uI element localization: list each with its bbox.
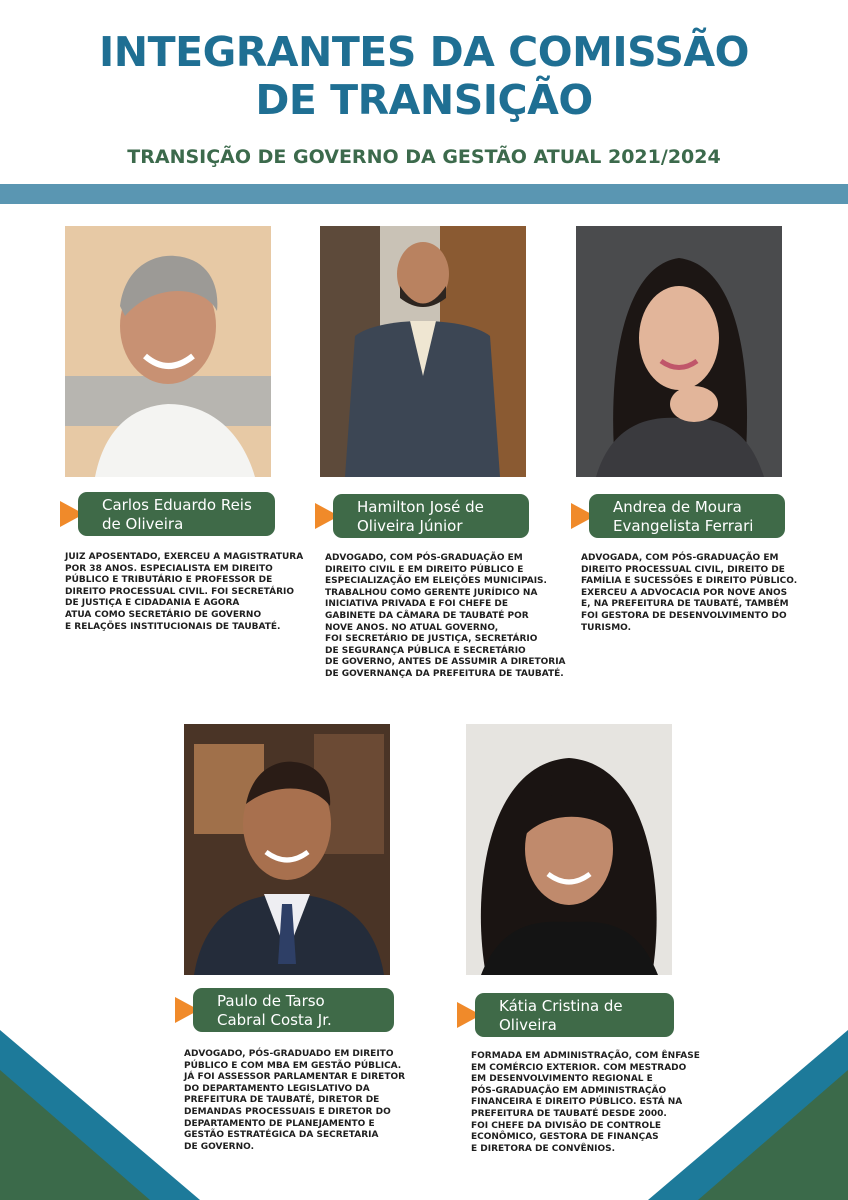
member-bio-carlos [65,552,303,633]
bio-line: FOI CHEFE DA DIVISÃO DE CONTROLE [471,1120,662,1131]
bio-line: NOVE ANOS. NO ATUAL GOVERNO, [325,622,499,633]
bio-line: PÓS-GRADUAÇÃO EM ADMINISTRAÇÃO [471,1085,667,1096]
bio-line: PÚBLICO E TRIBUTÁRIO E PROFESSOR DE [65,575,273,586]
page-title [0,28,848,124]
bio-line: EM COMÉRCIO EXTERIOR. COM MESTRADO [471,1062,687,1073]
corner-decoration-right [648,1030,848,1200]
bio-line: DO DEPARTAMENTO LEGISLATIVO DA [184,1083,370,1094]
bio-line: TRABALHOU COMO GERENTE JURÍDICO NA [325,587,538,598]
corner-decoration-left [0,1030,200,1200]
member-name-carlos [78,492,275,536]
member-photo-paulo [184,724,390,975]
bio-line: DIREITO CIVIL E EM DIREITO PÚBLICO E [325,564,524,575]
bio-line: DE JUSTIÇA E CIDADANIA E AGORA [65,598,240,609]
member-name-line: de Oliveira [102,515,184,533]
member-photo-hamilton [320,226,526,477]
bio-line: DE GOVERNO, ANTES DE ASSUMIR A DIRETORIA [325,657,566,668]
page-title-line-2: DE TRANSIÇÃO [255,76,593,124]
member-name-andrea [589,494,785,538]
bio-line: GESTÃO ESTRATÉGICA DA SECRETARIA [184,1130,379,1141]
member-name-katia [475,993,674,1037]
bio-line: DEPARTAMENTO DE PLANEJAMENTO E [184,1118,375,1129]
bio-line: FOI SECRETÁRIO DE JUSTIÇA, SECRETÁRIO [325,634,538,645]
page-subtitle: TRANSIÇÃO DE GOVERNO DA GESTÃO ATUAL 2021/2024 [127,146,721,168]
member-name-line: Hamilton José de [357,498,484,516]
member-photo-carlos [65,226,271,477]
member-name-line: Cabral Costa Jr. [217,1011,332,1029]
member-name-hamilton [333,494,529,538]
member-name-line: Carlos Eduardo Reis [102,496,252,514]
bio-line: DIREITO PROCESSUAL CIVIL. FOI SECRETÁRIO [65,586,295,597]
member-bio-hamilton [325,553,566,681]
member-name-line: Evangelista Ferrari [613,517,754,535]
bio-line: ECONÔMICO, GESTORA DE FINANÇAS [471,1132,659,1143]
bio-line: ATUA COMO SECRETÁRIO DE GOVERNO [65,609,262,620]
bio-line: GABINETE DA CÂMARA DE TAUBATÉ POR [325,610,529,621]
bio-line: JUIZ APOSENTADO, EXERCEU A MAGISTRATURA [65,552,304,562]
bio-line: FINANCEIRA E DIREITO PÚBLICO. ESTÁ NA [471,1097,683,1108]
member-name-paulo [193,988,394,1032]
header-divider-band [0,184,848,204]
bio-line: ESPECIALIZAÇÃO EM ELEIÇÕES MUNICIPAIS. [325,576,547,587]
bio-line: EM DESENVOLVIMENTO REGIONAL E [471,1074,653,1085]
bio-line: DEMANDAS PROCESSUAIS E DIRETOR DO [184,1106,391,1117]
member-name-line: Kátia Cristina de [499,997,623,1015]
member-bio-paulo [184,1049,405,1153]
bio-line: PÚBLICO E COM MBA EM GESTÃO PÚBLICA. [184,1060,402,1071]
bio-line: DE GOVERNO. [184,1141,254,1152]
bio-line: E DIRETORA DE CONVÊNIOS. [471,1143,616,1154]
bio-line: DE SEGURANÇA PÚBLICA E SECRETÁRIO [325,645,526,656]
member-name-line: Paulo de Tarso [217,992,325,1010]
bio-line: JÁ FOI ASSESSOR PARLAMENTAR E DIRETOR [184,1072,406,1083]
bio-line: POR 38 ANOS. ESPECIALISTA EM DIREITO [65,563,273,574]
page-title-line-1: INTEGRANTES DA COMISSÃO [99,28,749,76]
bio-line: DE GOVERNANÇA DA PREFEITURA DE TAUBATÉ. [325,668,564,679]
bio-line: ADVOGADO, PÓS-GRADUADO EM DIREITO [184,1049,394,1059]
bio-line: EXERCEU A ADVOCACIA POR NOVE ANOS [581,587,788,598]
bio-line: PREFEITURA DE TAUBATÉ DESDE 2000. [471,1108,667,1119]
member-name-line: Oliveira Júnior [357,517,463,535]
bio-line: FAMÍLIA E SUCESSÕES E DIREITO PÚBLICO. [581,576,798,587]
member-name-line: Oliveira [499,1016,557,1034]
member-name-line: Andrea de Moura [613,498,742,516]
bio-line: FOI GESTORA DE DESENVOLVIMENTO DO [581,610,787,621]
bio-line: TURISMO. [581,622,632,633]
bio-line: PREFEITURA DE TAUBATÉ, DIRETOR DE [184,1095,380,1106]
bio-line: DIREITO PROCESSUAL CIVIL, DIREITO DE [581,564,785,575]
bio-line: ADVOGADO, COM PÓS-GRADUAÇÃO EM [325,553,523,563]
bio-line: E, NA PREFEITURA DE TAUBATÉ, TAMBÉM [581,599,789,610]
member-photo-katia [466,724,672,975]
member-photo-andrea [576,226,782,477]
bio-line: FORMADA EM ADMINISTRAÇÃO, COM ÊNFASE [471,1051,700,1061]
member-bio-andrea [581,553,797,634]
bio-line: E RELAÇÕES INSTITUCIONAIS DE TAUBATÉ. [65,621,281,632]
bio-line: INICIATIVA PRIVADA E FOI CHEFE DE [325,599,509,610]
bio-line: ADVOGADA, COM PÓS-GRADUAÇÃO EM [581,553,779,563]
